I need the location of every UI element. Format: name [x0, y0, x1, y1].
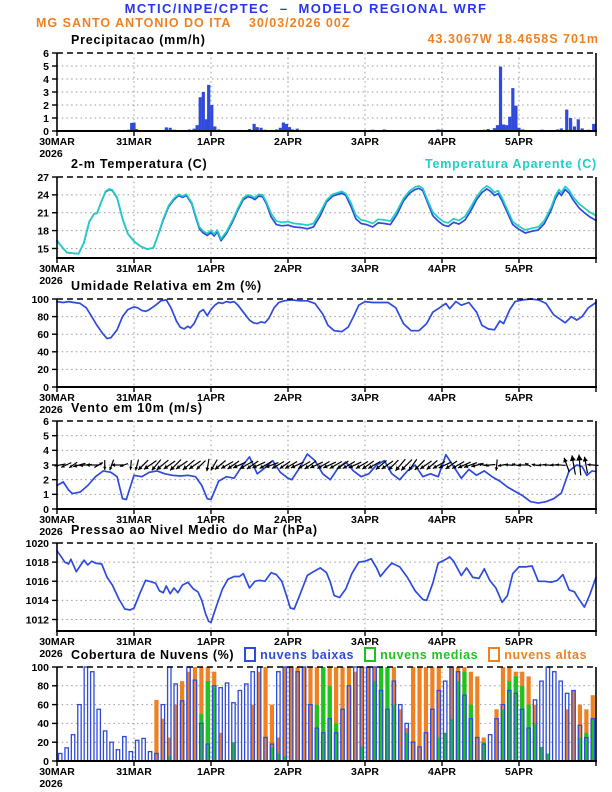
svg-text:3APR: 3APR	[350, 514, 380, 526]
svg-text:31MAR: 31MAR	[116, 766, 152, 778]
svg-text:30MAR: 30MAR	[39, 766, 75, 778]
svg-text:60: 60	[37, 699, 49, 712]
svg-text:4APR: 4APR	[427, 514, 457, 526]
svg-text:1012: 1012	[25, 614, 49, 627]
svg-text:40: 40	[37, 346, 49, 359]
svg-text:24: 24	[37, 189, 49, 202]
svg-text:5APR: 5APR	[504, 514, 534, 526]
svg-text:0: 0	[43, 125, 49, 138]
svg-text:1APR: 1APR	[196, 263, 226, 275]
svg-text:5APR: 5APR	[504, 136, 534, 148]
mid-clouds-label: nuvens medias	[380, 647, 479, 662]
svg-text:5: 5	[43, 60, 49, 73]
svg-text:3APR: 3APR	[350, 766, 380, 778]
svg-text:4APR: 4APR	[427, 263, 457, 275]
cloud-cover-title: Cobertura de Nuvens (%)	[71, 647, 235, 662]
svg-text:6: 6	[43, 47, 49, 60]
svg-text:2APR: 2APR	[273, 392, 303, 404]
svg-text:5: 5	[43, 430, 49, 443]
svg-text:1: 1	[43, 112, 49, 125]
svg-text:21: 21	[37, 207, 49, 220]
svg-text:2: 2	[43, 99, 49, 112]
svg-text:2026: 2026	[39, 778, 63, 790]
station-and-run-label: MG SANTO ANTONIO DO ITA 30/03/2026 00Z	[36, 16, 351, 30]
svg-text:4APR: 4APR	[427, 766, 457, 778]
svg-text:2: 2	[43, 474, 49, 487]
wind-title: Vento em 10m (m/s)	[71, 401, 203, 415]
high-clouds-label: nuvens altas	[504, 647, 588, 662]
svg-text:3APR: 3APR	[350, 136, 380, 148]
svg-text:30MAR: 30MAR	[39, 636, 75, 648]
temperature-title: 2-m Temperatura (C)	[71, 157, 208, 171]
svg-text:60: 60	[37, 329, 49, 341]
svg-text:20: 20	[37, 737, 49, 749]
svg-text:18: 18	[37, 225, 49, 238]
wind-chart	[39, 416, 598, 538]
svg-text:5APR: 5APR	[504, 766, 534, 778]
temperature-chart	[37, 172, 597, 287]
svg-text:30MAR: 30MAR	[39, 263, 75, 275]
svg-text:1020: 1020	[25, 537, 49, 550]
svg-text:1016: 1016	[25, 576, 49, 589]
svg-text:3APR: 3APR	[350, 263, 380, 275]
svg-text:40: 40	[37, 718, 49, 731]
svg-text:1APR: 1APR	[196, 392, 226, 404]
svg-text:3APR: 3APR	[350, 636, 380, 648]
coordinates-label: 43.3067W 18.4658S 701m	[427, 32, 599, 46]
svg-text:1APR: 1APR	[196, 514, 226, 526]
svg-text:30MAR: 30MAR	[39, 136, 75, 148]
svg-text:15: 15	[37, 243, 49, 256]
svg-text:3APR: 3APR	[350, 392, 380, 404]
svg-text:4: 4	[43, 445, 49, 458]
svg-text:6: 6	[43, 415, 49, 428]
low-clouds-label: nuvens baixas	[260, 647, 355, 662]
svg-text:1APR: 1APR	[196, 766, 226, 778]
svg-text:4APR: 4APR	[427, 636, 457, 648]
svg-text:1018: 1018	[25, 556, 49, 569]
svg-text:31MAR: 31MAR	[116, 636, 152, 648]
svg-text:20: 20	[37, 364, 49, 377]
svg-text:2026: 2026	[39, 275, 63, 287]
svg-text:27: 27	[37, 171, 49, 184]
svg-text:2APR: 2APR	[273, 766, 303, 778]
svg-text:31MAR: 31MAR	[116, 514, 152, 526]
svg-text:2026: 2026	[39, 526, 63, 538]
svg-text:1APR: 1APR	[196, 636, 226, 648]
svg-text:2APR: 2APR	[273, 136, 303, 148]
humidity-title: Umidade Relativa em 2m (%)	[71, 279, 262, 293]
svg-text:2026: 2026	[39, 148, 63, 160]
svg-text:0: 0	[43, 755, 49, 768]
svg-text:80: 80	[37, 680, 49, 693]
svg-text:31MAR: 31MAR	[116, 263, 152, 275]
svg-text:5APR: 5APR	[504, 392, 534, 404]
svg-text:2APR: 2APR	[273, 636, 303, 648]
svg-text:1APR: 1APR	[196, 136, 226, 148]
page-title: MCTIC/INPE/CPTEC – MODELO REGIONAL WRF	[124, 1, 488, 16]
svg-text:2026: 2026	[39, 648, 63, 660]
svg-text:30MAR: 30MAR	[39, 514, 75, 526]
svg-text:1014: 1014	[25, 595, 49, 608]
svg-text:0: 0	[43, 503, 49, 516]
pressure-chart	[26, 538, 597, 660]
svg-text:30MAR: 30MAR	[39, 392, 75, 404]
svg-text:80: 80	[37, 311, 49, 324]
svg-text:4: 4	[43, 73, 49, 86]
svg-text:2026: 2026	[39, 404, 63, 416]
svg-text:31MAR: 31MAR	[116, 392, 152, 404]
svg-text:4APR: 4APR	[427, 392, 457, 404]
svg-text:4APR: 4APR	[427, 136, 457, 148]
svg-text:1: 1	[43, 489, 49, 502]
svg-text:31MAR: 31MAR	[116, 136, 152, 148]
svg-text:3: 3	[43, 459, 49, 472]
svg-text:3: 3	[43, 86, 49, 99]
svg-text:2APR: 2APR	[273, 263, 303, 275]
apparent-temperature-title: Temperatura Aparente (C)	[424, 157, 597, 171]
cloud-cover-chart	[31, 662, 597, 790]
pressure-title: Pressao ao Nivel Medio do Mar (hPa)	[71, 523, 318, 537]
svg-text:5APR: 5APR	[504, 636, 534, 648]
svg-text:2APR: 2APR	[273, 514, 303, 526]
svg-text:100: 100	[31, 661, 49, 674]
svg-text:0: 0	[43, 381, 49, 394]
svg-text:100: 100	[31, 293, 49, 306]
svg-text:5APR: 5APR	[504, 263, 534, 275]
precipitation-title: Precipitacao (mm/h)	[71, 33, 206, 47]
precipitation-chart	[39, 48, 597, 160]
humidity-chart	[31, 294, 597, 416]
